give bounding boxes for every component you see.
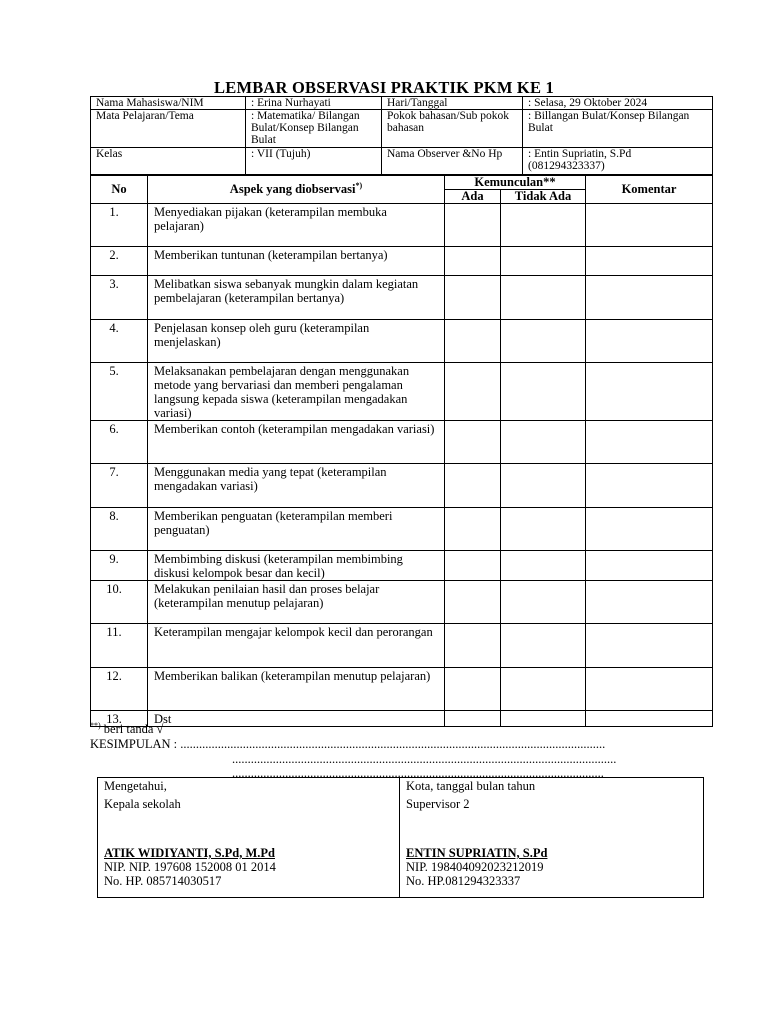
- note-sup: **): [90, 720, 101, 730]
- cell-tidak-ada[interactable]: [501, 464, 586, 508]
- sign-left-nip: NIP. NIP. 197608 152008 01 2014: [104, 860, 276, 874]
- info-label: Mata Pelajaran/Tema: [91, 110, 246, 148]
- sign-left-line1: Mengetahui,: [104, 779, 167, 793]
- sign-right-line1: Kota, tanggal bulan tahun: [406, 779, 536, 793]
- table-row: [91, 464, 713, 508]
- cell-ada[interactable]: [445, 276, 501, 320]
- row-number: 10.: [91, 581, 148, 624]
- table-row: [91, 711, 713, 727]
- cell-tidak-ada[interactable]: [501, 247, 586, 276]
- cell-ada[interactable]: [445, 464, 501, 508]
- cell-komentar[interactable]: [586, 421, 713, 464]
- table-row: [91, 276, 713, 320]
- table-row: [91, 320, 713, 363]
- observation-table: [90, 175, 713, 727]
- sign-right-hp: No. HP.081294323337: [406, 874, 521, 888]
- info-value: : Selasa, 29 Oktober 2024: [523, 97, 713, 110]
- cell-komentar[interactable]: [586, 551, 713, 581]
- kesimpulan-line-2[interactable]: ...........................................................................................................................: [232, 752, 617, 766]
- info-row: [91, 148, 713, 175]
- cell-ada[interactable]: [445, 551, 501, 581]
- cell-komentar[interactable]: [586, 624, 713, 668]
- cell-tidak-ada[interactable]: [501, 320, 586, 363]
- table-row: [91, 581, 713, 624]
- info-label: Nama Observer &No Hp: [382, 148, 523, 175]
- row-number: 4.: [91, 320, 148, 363]
- cell-komentar[interactable]: [586, 320, 713, 363]
- signature-left: [98, 778, 400, 898]
- row-number: 3.: [91, 276, 148, 320]
- cell-tidak-ada[interactable]: [501, 624, 586, 668]
- info-value: : Billangan Bulat/Konsep Bilangan Bulat: [523, 110, 713, 148]
- row-number: 1.: [91, 204, 148, 247]
- checkmark-note: [90, 722, 163, 736]
- sign-right-name: ENTIN SUPRIATIN, S.Pd: [406, 846, 548, 860]
- cell-tidak-ada[interactable]: [501, 204, 586, 247]
- cell-komentar[interactable]: [586, 668, 713, 711]
- cell-tidak-ada[interactable]: [501, 508, 586, 551]
- info-value: : Entin Supriatin, S.Pd (081294323337): [523, 148, 713, 175]
- table-row: [91, 204, 713, 247]
- cell-ada[interactable]: [445, 421, 501, 464]
- table-row: [91, 551, 713, 581]
- info-value: : VII (Tujuh): [246, 148, 382, 175]
- cell-komentar[interactable]: [586, 711, 713, 727]
- header-aspek: [148, 176, 445, 204]
- info-value: : Erina Nurhayati: [246, 97, 382, 110]
- header-ada: Ada: [445, 190, 501, 204]
- cell-ada[interactable]: [445, 668, 501, 711]
- cell-ada[interactable]: [445, 320, 501, 363]
- note-text: beri tanda √: [100, 722, 164, 736]
- cell-tidak-ada[interactable]: [501, 551, 586, 581]
- table-row: [91, 624, 713, 668]
- page-title: LEMBAR OBSERVASI PRAKTIK PKM KE 1: [214, 78, 554, 97]
- table-row: [91, 668, 713, 711]
- sign-right-nip: NIP. 198404092023212019: [406, 860, 544, 874]
- row-aspect: Penjelasan konsep oleh guru (keterampilan menjelaskan): [148, 320, 445, 363]
- row-number: 13.: [91, 711, 148, 727]
- row-number: 8.: [91, 508, 148, 551]
- row-aspect: Melakukan penilaian hasil dan proses belajar (keterampilan menutup pelajaran): [148, 581, 445, 624]
- row-number: 7.: [91, 464, 148, 508]
- sign-left-hp: No. HP. 085714030517: [104, 874, 222, 888]
- cell-ada[interactable]: [445, 508, 501, 551]
- sign-right-line2: Supervisor 2: [406, 797, 470, 811]
- table-row: [91, 247, 713, 276]
- sign-left-line2: Kepala sekolah: [104, 797, 181, 811]
- row-number: 9.: [91, 551, 148, 581]
- cell-ada[interactable]: [445, 624, 501, 668]
- row-aspect: Melibatkan siswa sebanyak mungkin dalam kegiatan pembelajaran (keterampilan bertanya): [148, 276, 445, 320]
- row-aspect: Memberikan tuntunan (keterampilan bertanya): [148, 247, 445, 276]
- row-aspect: Memberikan balikan (keterampilan menutup pelajaran): [148, 668, 445, 711]
- kesimpulan-line-3[interactable]: .......................................................................................................................: [232, 766, 604, 780]
- cell-tidak-ada[interactable]: [501, 711, 586, 727]
- info-value: : Matematika/ Bilangan Bulat/Konsep Bilangan Bulat: [246, 110, 382, 148]
- cell-tidak-ada[interactable]: [501, 276, 586, 320]
- cell-tidak-ada[interactable]: [501, 581, 586, 624]
- row-aspect: Membimbing diskusi (keterampilan membimbing diskusi kelompok besar dan kecil): [148, 551, 445, 581]
- row-aspect: Keterampilan mengajar kelompok kecil dan perorangan: [148, 624, 445, 668]
- row-number: 2.: [91, 247, 148, 276]
- cell-tidak-ada[interactable]: [501, 668, 586, 711]
- header-komentar: Komentar: [586, 176, 713, 204]
- row-number: 6.: [91, 421, 148, 464]
- row-aspect: Memberikan penguatan (keterampilan memberi penguatan): [148, 508, 445, 551]
- row-aspect: Dst: [148, 711, 445, 727]
- kesimpulan-line[interactable]: KESIMPULAN : ........................................................................................................................................: [90, 737, 606, 751]
- header-aspek-label: Aspek yang diobservasi: [229, 182, 356, 196]
- cell-komentar[interactable]: [586, 363, 713, 421]
- row-aspect: Menggunakan media yang tepat (keterampilan mengadakan variasi): [148, 464, 445, 508]
- cell-komentar[interactable]: [586, 247, 713, 276]
- header-no: No: [91, 176, 148, 204]
- row-aspect: Melaksanakan pembelajaran dengan menggunakan metode yang bervariasi dan memberi pengalaman langsung kepada siswa (keterampilan mengadakan variasi): [148, 363, 445, 421]
- info-table: [90, 96, 713, 175]
- cell-ada[interactable]: [445, 581, 501, 624]
- cell-tidak-ada[interactable]: [501, 363, 586, 421]
- header-aspek-sup: *): [355, 180, 363, 190]
- info-label: Pokok bahasan/Sub pokok bahasan: [382, 110, 523, 148]
- header-kemunculan: Kemunculan**: [445, 176, 586, 190]
- table-row: [91, 363, 713, 421]
- info-row: [91, 97, 713, 110]
- cell-komentar[interactable]: [586, 581, 713, 624]
- cell-komentar[interactable]: [586, 464, 713, 508]
- cell-ada[interactable]: [445, 247, 501, 276]
- cell-tidak-ada[interactable]: [501, 421, 586, 464]
- info-row: [91, 110, 713, 148]
- row-aspect: Memberikan contoh (keterampilan mengadakan variasi): [148, 421, 445, 464]
- cell-ada[interactable]: [445, 204, 501, 247]
- row-number: 5.: [91, 363, 148, 421]
- row-aspect: Menyediakan pijakan (keterampilan membuka pelajaran): [148, 204, 445, 247]
- signature-table: [97, 777, 704, 898]
- info-label: Nama Mahasiswa/NIM: [91, 97, 246, 110]
- table-row: [91, 508, 713, 551]
- cell-komentar[interactable]: [586, 276, 713, 320]
- cell-komentar[interactable]: [586, 204, 713, 247]
- info-label: Hari/Tanggal: [382, 97, 523, 110]
- row-number: 11.: [91, 624, 148, 668]
- info-label: Kelas: [91, 148, 246, 175]
- header-tidak-ada: Tidak Ada: [501, 190, 586, 204]
- row-number: 12.: [91, 668, 148, 711]
- table-row: [91, 421, 713, 464]
- sign-left-name: ATIK WIDIYANTI, S.Pd, M.Pd: [104, 846, 275, 860]
- cell-komentar[interactable]: [586, 508, 713, 551]
- cell-ada[interactable]: [445, 711, 501, 727]
- header-row: [91, 176, 713, 190]
- cell-ada[interactable]: [445, 363, 501, 421]
- signature-right: [400, 778, 704, 898]
